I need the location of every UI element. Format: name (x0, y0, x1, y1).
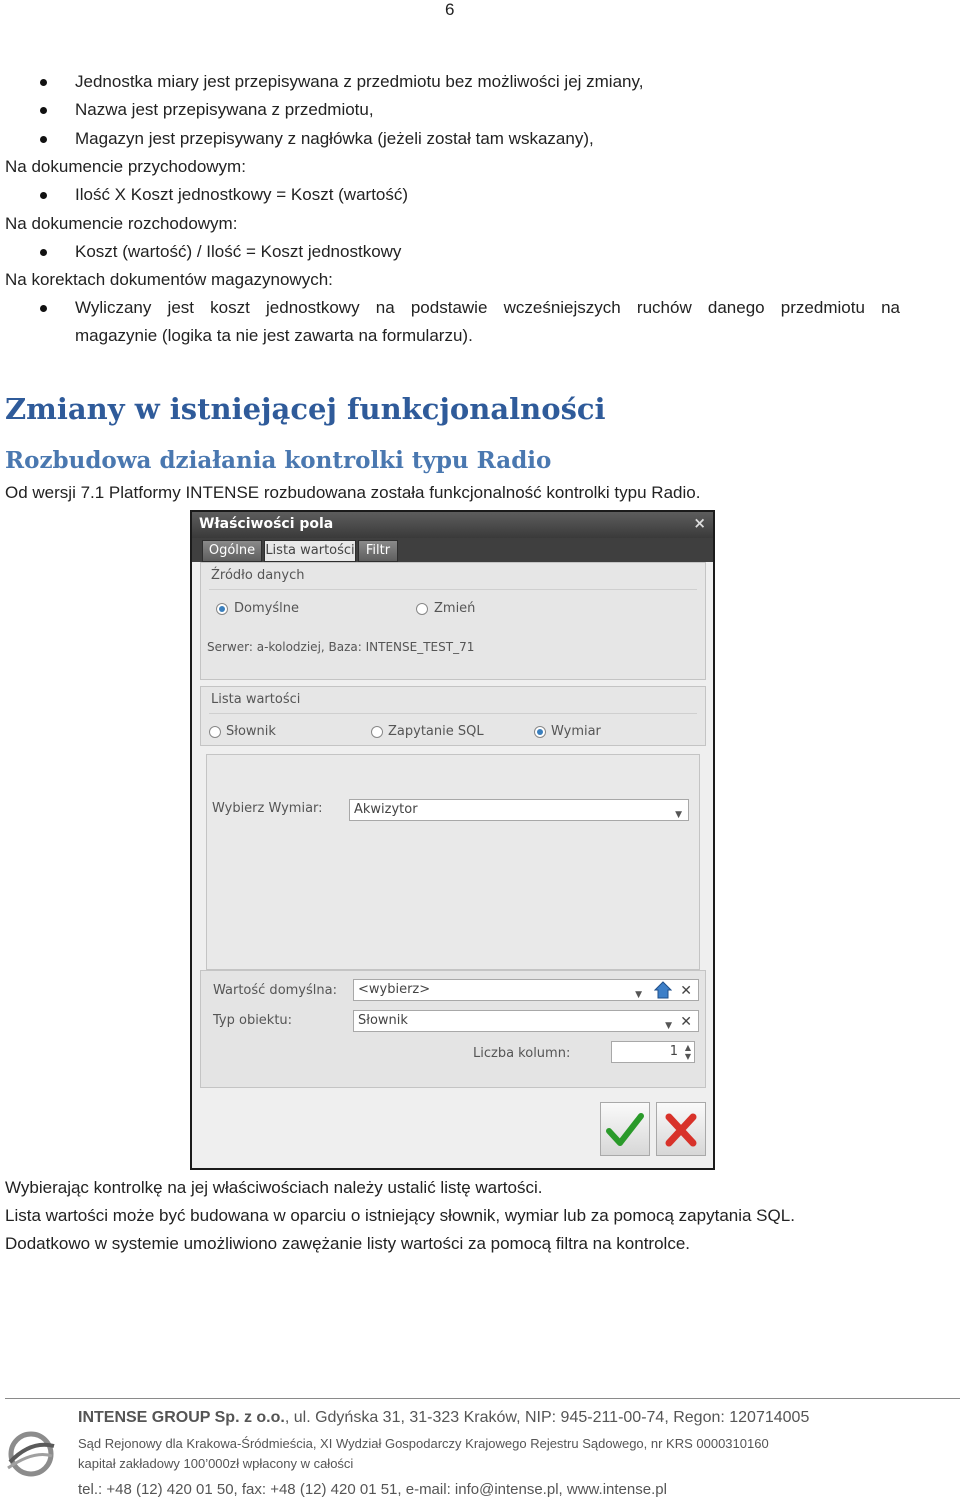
radio-dimension[interactable] (534, 726, 546, 738)
cancel-button[interactable] (656, 1102, 706, 1156)
columns-value: 1 (669, 1044, 678, 1059)
tab-general[interactable]: Ogólne (202, 540, 262, 562)
bullet-dot (40, 136, 47, 143)
checkmark-icon (601, 1103, 649, 1155)
bullet-dot (40, 107, 47, 114)
object-type-value: Słownik (358, 1013, 408, 1028)
server-info: Serwer: a-kolodziej, Baza: INTENSE_TEST_71 (207, 640, 475, 654)
cancel-x-icon (657, 1103, 705, 1155)
radio-default-label: Domyślne (234, 601, 299, 616)
data-source-title: Źródło danych (211, 568, 305, 583)
dialog-title: Właściwości pola (199, 516, 334, 532)
value-list-title: Lista wartości (211, 692, 301, 707)
choose-dimension-value: Akwizytor (354, 802, 418, 817)
divider (209, 713, 697, 714)
clear-icon[interactable]: ✕ (680, 1014, 692, 1030)
section-label: Na dokumencie rozchodowym: (5, 214, 238, 233)
chevron-down-icon[interactable]: ▼ (635, 990, 642, 1000)
radio-dimension-label: Wymiar (551, 724, 601, 739)
value-list-panel (200, 686, 706, 746)
list-item: Koszt (wartość) / Ilość = Koszt jednostkowy (75, 242, 402, 261)
clear-icon[interactable]: ✕ (680, 983, 692, 999)
footer-court: Sąd Rejonowy dla Krakowa-Śródmieścia, XI Wydział Gospodarczy Krajowego Rejestru Sądowego, nr KRS 0000310160 (78, 1436, 769, 1451)
list-item: Magazyn jest przepisywany z nagłówka (jeżeli został tam wskazany), (75, 129, 594, 148)
bullet-dot (40, 192, 47, 199)
columns-stepper[interactable] (611, 1041, 695, 1063)
radio-dictionary-label: Słownik (226, 724, 276, 739)
chevron-down-icon[interactable]: ▼ (665, 1021, 672, 1031)
list-item-continuation: magazynie (logika ta nie jest zawarta na formularzu). (75, 326, 473, 345)
divider (209, 589, 697, 590)
company-logo (6, 1430, 56, 1483)
bullet-dot (40, 305, 47, 312)
dialog-titlebar (192, 512, 713, 538)
bullet-dot (40, 79, 47, 86)
default-value-label: Wartość domyślna: (213, 983, 337, 998)
list-item: Nazwa jest przepisywana z przedmiotu, (75, 100, 374, 119)
defaults-panel (200, 970, 706, 1088)
data-source-panel (200, 562, 706, 680)
paragraph: Wybierając kontrolkę na jej właściwościach należy ustalić listę wartości. (5, 1178, 543, 1197)
radio-dictionary[interactable] (209, 726, 221, 738)
ok-button[interactable] (600, 1102, 650, 1156)
chevron-down-icon[interactable]: ▼ (675, 810, 682, 820)
columns-label: Liczba kolumn: (473, 1046, 571, 1061)
list-item: Wyliczany jest koszt jednostkowy na podstawie wcześniejszych ruchów danego przedmiotu na (75, 298, 900, 317)
tab-filter[interactable]: Filtr (358, 540, 398, 562)
stepper-arrows-icon[interactable]: ▲ ▼ (684, 1043, 691, 1061)
tab-bar (192, 538, 713, 562)
section-label: Na korektach dokumentów magazynowych: (5, 270, 333, 289)
section-heading: Zmiany w istniejącej funkcjonalności (5, 392, 606, 426)
choose-dimension-label: Wybierz Wymiar: (212, 801, 323, 816)
footer-company-name: INTENSE GROUP Sp. z o.o. (78, 1409, 285, 1426)
radio-sql-label: Zapytanie SQL (388, 724, 484, 739)
footer-rule (5, 1398, 960, 1399)
field-properties-dialog (190, 510, 715, 1170)
footer-company-address: , ul. Gdyńska 31, 31-323 Kraków, NIP: 945-211-00-74, Regon: 120714005 (284, 1409, 810, 1426)
default-value-select[interactable] (353, 979, 699, 1001)
radio-change[interactable] (416, 603, 428, 615)
choose-dimension-select[interactable] (349, 799, 689, 821)
paragraph: Dodatkowo w systemie umożliwiono zawężanie listy wartości za pomocą filtra na kontrolce. (5, 1234, 691, 1253)
bullet-dot (40, 249, 47, 256)
subsection-heading: Rozbudowa działania kontrolki typu Radio (5, 447, 552, 474)
footer-company (78, 1409, 809, 1427)
radio-change-label: Zmień (434, 601, 476, 616)
list-item: Jednostka miary jest przepisywana z przedmiotu bez możliwości jej zmiany, (75, 72, 644, 91)
paragraph: Lista wartości może być budowana w oparciu o istniejący słownik, wymiar lub za pomocą zapytania SQL. (5, 1206, 795, 1225)
footer-capital: kapitał zakładowy 100’000zł wpłacony w całości (78, 1456, 354, 1471)
default-value-value: <wybierz> (358, 982, 431, 997)
close-icon[interactable]: × (693, 514, 706, 532)
list-item: Ilość X Koszt jednostkowy = Koszt (wartość) (75, 185, 409, 204)
page-number: 6 (445, 0, 455, 19)
object-type-select[interactable] (353, 1010, 699, 1032)
dimension-panel (206, 754, 700, 970)
radio-default[interactable] (216, 603, 228, 615)
tab-value-list[interactable]: Lista wartości (264, 540, 356, 562)
section-label: Na dokumencie przychodowym: (5, 157, 246, 176)
radio-sql[interactable] (371, 726, 383, 738)
intro-paragraph: Od wersji 7.1 Platformy INTENSE rozbudowana została funkcjonalność kontrolki typu Radio. (5, 483, 701, 502)
object-type-label: Typ obiektu: (213, 1013, 293, 1028)
footer-contact: tel.: +48 (12) 420 01 50, fax: +48 (12) 420 01 51, e-mail: info@intense.pl, www.intense.pl (78, 1481, 667, 1498)
home-icon[interactable] (654, 980, 672, 1000)
